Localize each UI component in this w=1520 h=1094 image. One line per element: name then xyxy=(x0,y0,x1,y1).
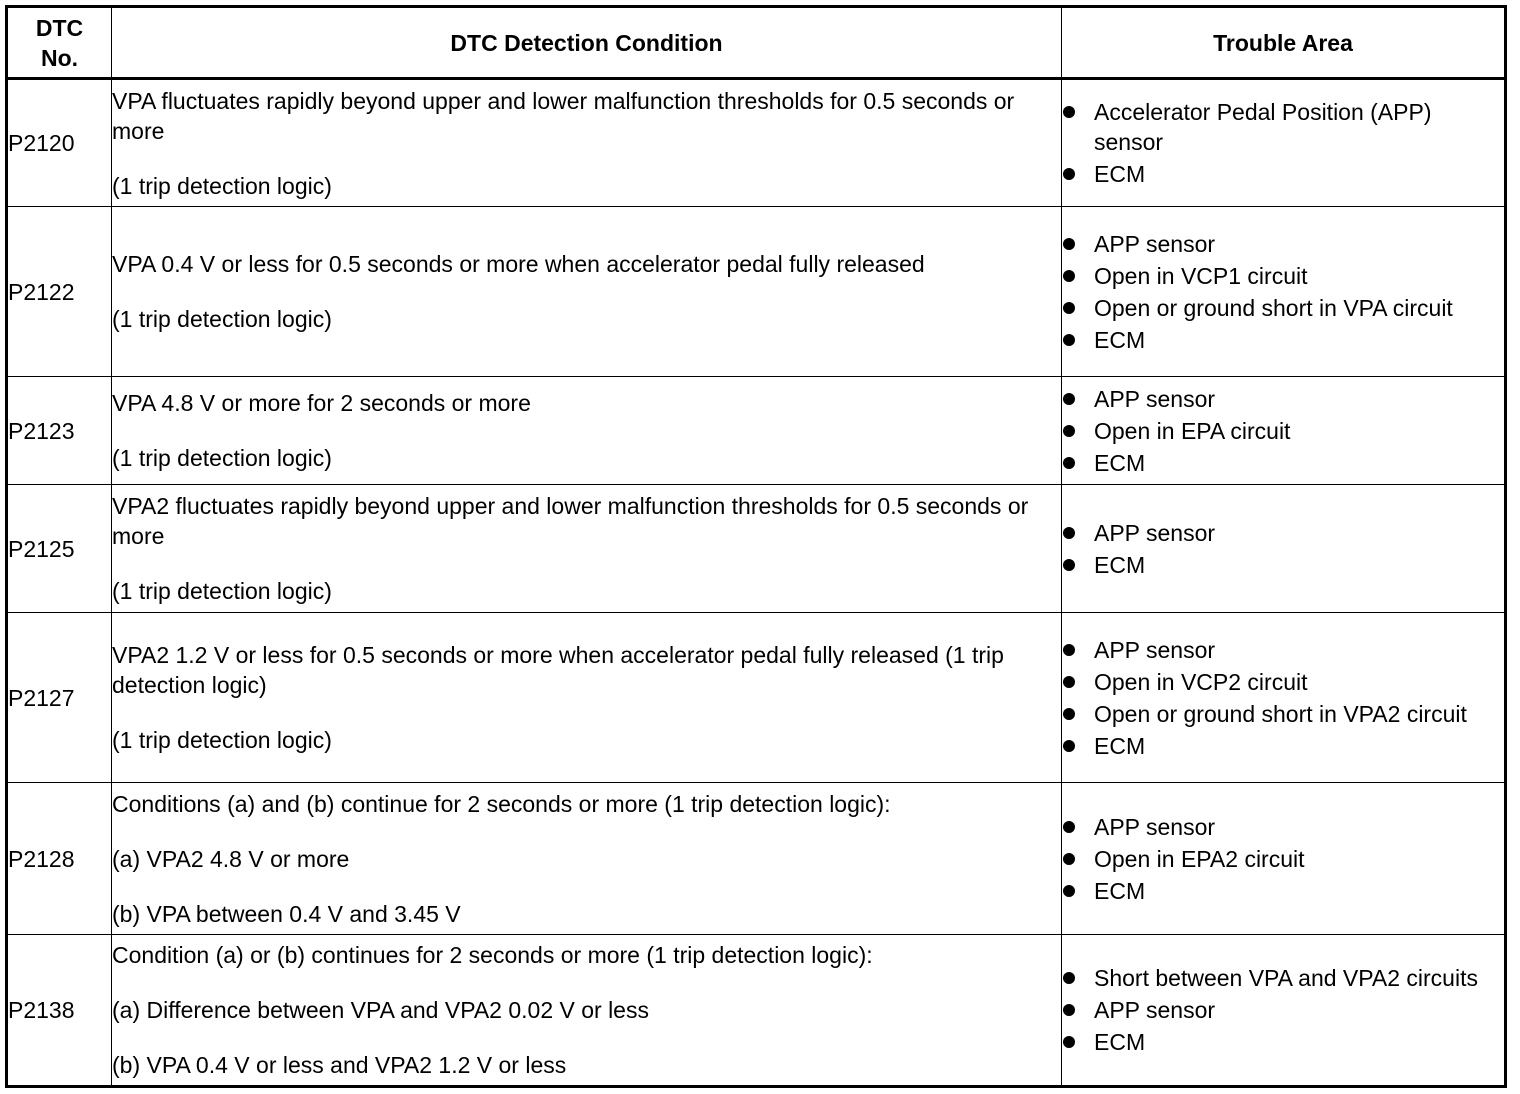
trouble-area-text: Open or ground short in VPA circuit xyxy=(1094,294,1453,321)
condition-text: VPA fluctuates rapidly beyond upper and lower malfunction thresholds for 0.5 seconds or more xyxy=(112,87,1015,144)
header-trouble-area: Trouble Area xyxy=(1062,7,1506,79)
condition-text: (a) Difference between VPA and VPA2 0.02 V or less xyxy=(112,997,649,1023)
list-item xyxy=(1062,995,1504,1025)
trouble-area-text: APP sensor xyxy=(1094,636,1216,663)
trouble-area-cell xyxy=(1062,377,1506,485)
trouble-area-text: Open in EPA2 circuit xyxy=(1094,845,1305,872)
bullet-icon xyxy=(1063,821,1075,833)
bullet-icon xyxy=(1063,393,1075,405)
condition-text: (b) VPA 0.4 V or less and VPA2 1.2 V or less xyxy=(112,1052,567,1078)
condition-text: Conditions (a) and (b) continue for 2 seconds or more (1 trip detection logic): xyxy=(112,790,891,817)
header-dtc-line2: No. xyxy=(40,44,79,71)
trouble-area-text: ECM xyxy=(1094,732,1146,759)
trouble-area-cell xyxy=(1062,613,1506,783)
bullet-icon xyxy=(1063,1004,1075,1016)
condition-text: VPA2 1.2 V or less for 0.5 seconds or more when accelerator pedal fully released (1 trip detection logic) xyxy=(112,642,1004,698)
condition-text: (a) VPA2 4.8 V or more xyxy=(112,845,350,872)
trouble-area-cell xyxy=(1062,79,1506,207)
condition-text: (1 trip detection logic) xyxy=(112,172,332,199)
trouble-area-text: APP sensor xyxy=(1094,997,1216,1023)
bullet-icon xyxy=(1063,527,1075,539)
bullet-icon xyxy=(1063,853,1075,865)
trouble-area-text: ECM xyxy=(1094,1029,1146,1055)
list-item xyxy=(1062,384,1504,414)
table-row xyxy=(7,783,1506,935)
bullet-icon xyxy=(1063,885,1075,897)
detection-condition-cell xyxy=(112,485,1062,613)
bullet-icon xyxy=(1063,425,1075,437)
list-item xyxy=(1062,448,1504,478)
list-item xyxy=(1062,844,1504,874)
condition-text: (b) VPA between 0.4 V and 3.45 V xyxy=(112,900,461,927)
trouble-area-list xyxy=(1062,963,1504,1057)
trouble-area-cell xyxy=(1062,207,1506,377)
trouble-area-text: Open or ground short in VPA2 circuit xyxy=(1094,700,1467,727)
bullet-icon xyxy=(1063,238,1075,250)
detection-condition-cell xyxy=(112,207,1062,377)
dtc-code-cell: P2125 xyxy=(7,485,112,613)
trouble-area-text: ECM xyxy=(1094,449,1146,476)
condition-text: VPA2 fluctuates rapidly beyond upper and lower malfunction thresholds for 0.5 seconds or more xyxy=(112,493,1029,549)
condition-text: VPA 4.8 V or more for 2 seconds or more xyxy=(112,390,531,416)
list-item xyxy=(1062,261,1504,291)
trouble-area-text: ECM xyxy=(1094,161,1146,187)
trouble-area-text: ECM xyxy=(1094,551,1146,578)
condition-text: VPA 0.4 V or less for 0.5 seconds or more when accelerator pedal fully released xyxy=(112,251,925,277)
list-item xyxy=(1062,1027,1504,1057)
trouble-area-cell xyxy=(1062,935,1506,1087)
table-row xyxy=(7,79,1506,207)
table-header-row xyxy=(7,7,1506,79)
table-row xyxy=(7,613,1506,783)
bullet-icon xyxy=(1063,740,1075,752)
trouble-area-text: APP sensor xyxy=(1094,519,1216,546)
detection-condition-cell xyxy=(112,935,1062,1087)
condition-text: (1 trip detection logic) xyxy=(112,578,332,604)
trouble-area-text: Short between VPA and VPA2 circuits xyxy=(1094,965,1478,991)
bullet-icon xyxy=(1063,1036,1075,1048)
trouble-area-text: APP sensor xyxy=(1094,230,1216,257)
list-item xyxy=(1062,635,1504,665)
trouble-area-text: Open in VCP2 circuit xyxy=(1094,668,1308,695)
trouble-area-list xyxy=(1062,518,1504,580)
dtc-code-cell: P2138 xyxy=(7,935,112,1087)
bullet-icon xyxy=(1063,972,1075,984)
bullet-icon xyxy=(1063,644,1075,656)
bullet-icon xyxy=(1063,168,1075,180)
trouble-area-list xyxy=(1062,384,1504,478)
trouble-area-cell xyxy=(1062,485,1506,613)
dtc-code-cell: P2123 xyxy=(7,377,112,485)
bullet-icon xyxy=(1063,270,1075,282)
bullet-icon xyxy=(1063,708,1075,720)
list-item xyxy=(1062,416,1504,446)
dtc-code-cell: P2120 xyxy=(7,79,112,207)
table-body xyxy=(7,79,1506,1087)
condition-text: Condition (a) or (b) continues for 2 seconds or more (1 trip detection logic): xyxy=(112,942,873,968)
trouble-area-cell xyxy=(1062,783,1506,935)
bullet-icon xyxy=(1063,676,1075,688)
list-item xyxy=(1062,667,1504,697)
trouble-area-text: ECM xyxy=(1094,326,1146,353)
header-dtc-no xyxy=(7,7,112,79)
trouble-area-list xyxy=(1062,229,1504,355)
trouble-area-list xyxy=(1062,635,1504,761)
table-row xyxy=(7,377,1506,485)
trouble-area-list xyxy=(1062,97,1504,189)
condition-text: (1 trip detection logic) xyxy=(112,727,332,753)
list-item xyxy=(1062,963,1504,993)
dtc-code-cell: P2128 xyxy=(7,783,112,935)
list-item xyxy=(1062,550,1504,580)
bullet-icon xyxy=(1063,559,1075,571)
trouble-area-list xyxy=(1062,812,1504,906)
trouble-area-text: Open in EPA circuit xyxy=(1094,417,1291,444)
table-row xyxy=(7,935,1506,1087)
list-item xyxy=(1062,876,1504,906)
list-item xyxy=(1062,325,1504,355)
trouble-area-text: APP sensor xyxy=(1094,813,1216,840)
detection-condition-cell xyxy=(112,79,1062,207)
condition-text: (1 trip detection logic) xyxy=(112,445,332,471)
list-item xyxy=(1062,699,1504,729)
bullet-icon xyxy=(1063,457,1075,469)
list-item xyxy=(1062,159,1504,189)
list-item xyxy=(1062,97,1504,157)
trouble-area-text: Open in VCP1 circuit xyxy=(1094,262,1308,289)
dtc-code-cell: P2122 xyxy=(7,207,112,377)
bullet-icon xyxy=(1063,334,1075,346)
list-item xyxy=(1062,293,1504,323)
trouble-area-text: ECM xyxy=(1094,877,1146,904)
detection-condition-cell xyxy=(112,783,1062,935)
header-dtc-line1: DTC xyxy=(35,14,84,41)
dtc-code-cell: P2127 xyxy=(7,613,112,783)
trouble-area-text: Accelerator Pedal Position (APP) sensor xyxy=(1094,99,1432,155)
list-item xyxy=(1062,229,1504,259)
bullet-icon xyxy=(1063,106,1075,118)
header-detection-condition: DTC Detection Condition xyxy=(112,7,1062,79)
detection-condition-cell xyxy=(112,377,1062,485)
detection-condition-cell xyxy=(112,613,1062,783)
trouble-area-text: APP sensor xyxy=(1094,385,1216,412)
dtc-table xyxy=(5,5,1507,1088)
table-row xyxy=(7,485,1506,613)
condition-text: (1 trip detection logic) xyxy=(112,306,332,332)
list-item xyxy=(1062,812,1504,842)
list-item xyxy=(1062,731,1504,761)
bullet-icon xyxy=(1063,302,1075,314)
table-row xyxy=(7,207,1506,377)
list-item xyxy=(1062,518,1504,548)
